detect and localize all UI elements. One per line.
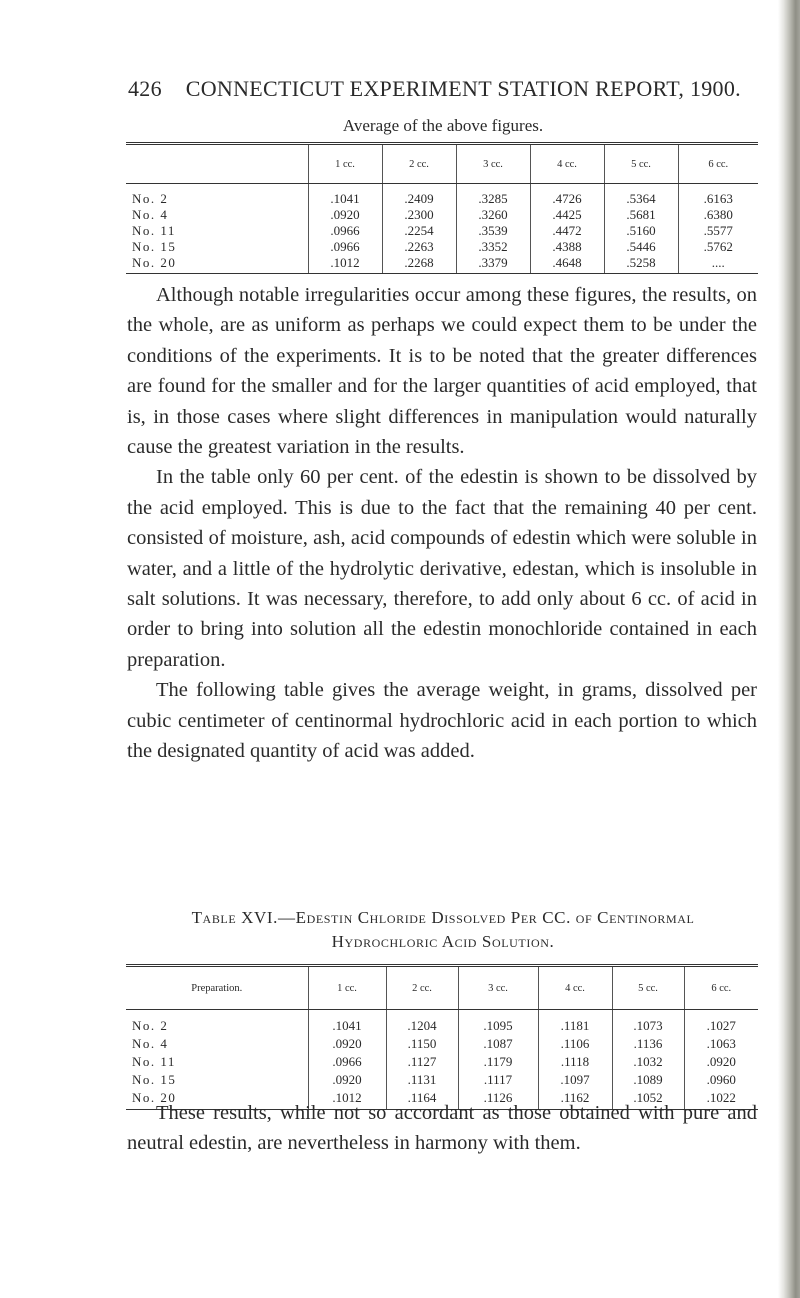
table-cell: .1106	[538, 1035, 612, 1053]
table-cell: .1089	[612, 1071, 684, 1089]
table-cell: .3285	[456, 184, 530, 208]
page-edge-shadow	[778, 0, 800, 1298]
row-label: No. 4	[132, 1036, 169, 1051]
table-cell: .2263	[382, 239, 456, 255]
table-cell: .4388	[530, 239, 604, 255]
table-cell: .1136	[612, 1035, 684, 1053]
table-cell: .1073	[612, 1010, 684, 1036]
table-cell: .0920	[684, 1053, 758, 1071]
table-row	[126, 1071, 758, 1089]
table-cell: .1041	[308, 1010, 386, 1036]
table1-header-cell	[126, 144, 308, 184]
table-cell: .1131	[386, 1071, 458, 1089]
table-cell: .1164	[386, 1089, 458, 1110]
table2-header-cell: 1 cc.	[308, 966, 386, 1010]
edestin-chloride-table	[126, 964, 758, 1110]
row-label: No. 4	[132, 207, 169, 222]
table-cell: .5577	[678, 223, 758, 239]
table-row	[126, 1053, 758, 1071]
table-cell: .0920	[308, 1035, 386, 1053]
table-cell: .1204	[386, 1010, 458, 1036]
table2-header-cell: 3 cc.	[458, 966, 538, 1010]
table-cell: .1063	[684, 1035, 758, 1053]
table-cell: .1012	[308, 1089, 386, 1110]
table-cell: .3379	[456, 255, 530, 274]
table-row	[126, 1035, 758, 1053]
body-paragraph: Although notable irregularities occur among these figures, the results, on the whole, are as uniform as perhaps we could expect them to be under the conditions of the experiments. It is to be noted that the greater differences are found for the smaller and for the larger quantities of acid employed, that is, in those cases where slight differences in manipulation would naturally cause the greatest variation in the results.	[127, 284, 757, 459]
table2-header-cell: Preparation.	[126, 966, 308, 1010]
table-cell: .4472	[530, 223, 604, 239]
table-cell: .1097	[538, 1071, 612, 1089]
table-cell: .5364	[604, 184, 678, 208]
table-cell: .1127	[386, 1053, 458, 1071]
table-row	[126, 255, 758, 274]
table-cell: .2268	[382, 255, 456, 274]
table1-header-cell: 3 cc.	[456, 144, 530, 184]
table-cell: .0966	[308, 223, 382, 239]
table1-header-row	[126, 144, 758, 184]
table-row	[126, 207, 758, 223]
table-cell: .3260	[456, 207, 530, 223]
table1-header-cell: 4 cc.	[530, 144, 604, 184]
table-cell: .1041	[308, 184, 382, 208]
table-cell: .1126	[458, 1089, 538, 1110]
table2-header-cell: 4 cc.	[538, 966, 612, 1010]
table1-header-cell: 5 cc.	[604, 144, 678, 184]
row-label: No. 11	[132, 223, 176, 238]
table-cell: .1022	[684, 1089, 758, 1110]
table-cell: .1179	[458, 1053, 538, 1071]
table2-header-cell: 2 cc.	[386, 966, 458, 1010]
row-label: No. 2	[132, 191, 169, 206]
table1-header-cell: 1 cc.	[308, 144, 382, 184]
table-cell: .1118	[538, 1053, 612, 1071]
row-label: No. 20	[126, 1089, 308, 1110]
table-cell: .1181	[538, 1010, 612, 1036]
table1-caption: Average of the above figures.	[342, 116, 544, 135]
table-cell: .1027	[684, 1010, 758, 1036]
table-row	[126, 239, 758, 255]
table-cell: .1117	[458, 1071, 538, 1089]
row-label: No. 15	[132, 239, 177, 254]
table-cell: .3352	[456, 239, 530, 255]
table-cell: .4726	[530, 184, 604, 208]
table-cell: .0966	[308, 1053, 386, 1071]
table-cell: .4648	[530, 255, 604, 274]
closing-text	[127, 1098, 757, 1159]
table-cell: .2409	[382, 184, 456, 208]
averages-table	[126, 142, 758, 274]
table2-caption-line2: Hydrochloric Acid Solution.	[331, 932, 555, 951]
table-cell: .5258	[604, 255, 678, 274]
table-cell: ....	[678, 255, 758, 274]
table-cell: .0966	[308, 239, 382, 255]
table2-header-row	[126, 966, 758, 1010]
table-cell: .5762	[678, 239, 758, 255]
table2-caption	[128, 906, 758, 954]
table-cell: .1052	[612, 1089, 684, 1110]
table-cell: .0920	[308, 1071, 386, 1089]
body-text	[127, 280, 757, 767]
table-cell: .5160	[604, 223, 678, 239]
table-cell: .0960	[684, 1071, 758, 1089]
table-cell: .5446	[604, 239, 678, 255]
body-paragraph: In the table only 60 per cent. of the edestin is shown to be dissolved by the acid employed. This is due to the fact that the remaining 40 per cent. consisted of moisture, ash, acid compounds of edestin which were soluble in water, and a little of the hydrolytic derivative, edestan, which is insoluble in salt solutions. It was necessary, therefore, to add only about 6 cc. of acid in order to bring into solution all the edestin monochloride contained in each preparation.	[127, 466, 757, 671]
table-cell: .6163	[678, 184, 758, 208]
table-cell: .1150	[386, 1035, 458, 1053]
table2-caption-line1: Table XVI.—Edestin Chloride Dissolved Per CC. of Centinormal	[191, 908, 695, 927]
table2-header-cell: 5 cc.	[612, 966, 684, 1010]
table-cell: .1012	[308, 255, 382, 274]
table1-header-cell: 6 cc.	[678, 144, 758, 184]
row-label: No. 20	[126, 255, 308, 274]
table-cell: .2300	[382, 207, 456, 223]
page-number: 426	[128, 76, 162, 101]
table2-header-cell: 6 cc.	[684, 966, 758, 1010]
table-cell: .1032	[612, 1053, 684, 1071]
table-cell: .1087	[458, 1035, 538, 1053]
row-label: No. 2	[132, 1018, 169, 1033]
closing-paragraph: These results, while not so accordant as those obtained with pure and neutral edestin, are nevertheless in harmony with them.	[127, 1102, 757, 1155]
table-cell: .1162	[538, 1089, 612, 1110]
table-cell: .6380	[678, 207, 758, 223]
table-cell: .5681	[604, 207, 678, 223]
table-row	[126, 184, 758, 208]
table-cell: .0920	[308, 207, 382, 223]
row-label: No. 11	[132, 1054, 176, 1069]
table-cell: .3539	[456, 223, 530, 239]
table-cell: .2254	[382, 223, 456, 239]
table1-header-cell: 2 cc.	[382, 144, 456, 184]
running-title: CONNECTICUT EXPERIMENT STATION REPORT, 1900.	[185, 76, 741, 101]
table-cell: .1095	[458, 1010, 538, 1036]
table-row	[126, 1010, 758, 1036]
row-label: No. 15	[132, 1072, 177, 1087]
body-paragraph: The following table gives the average weight, in grams, dissolved per cubic centimeter of centinormal hydrochloric acid in each portion to which the designated quantity of acid was added.	[127, 679, 757, 763]
table-cell: .4425	[530, 207, 604, 223]
table-row	[126, 223, 758, 239]
running-head	[128, 76, 741, 102]
